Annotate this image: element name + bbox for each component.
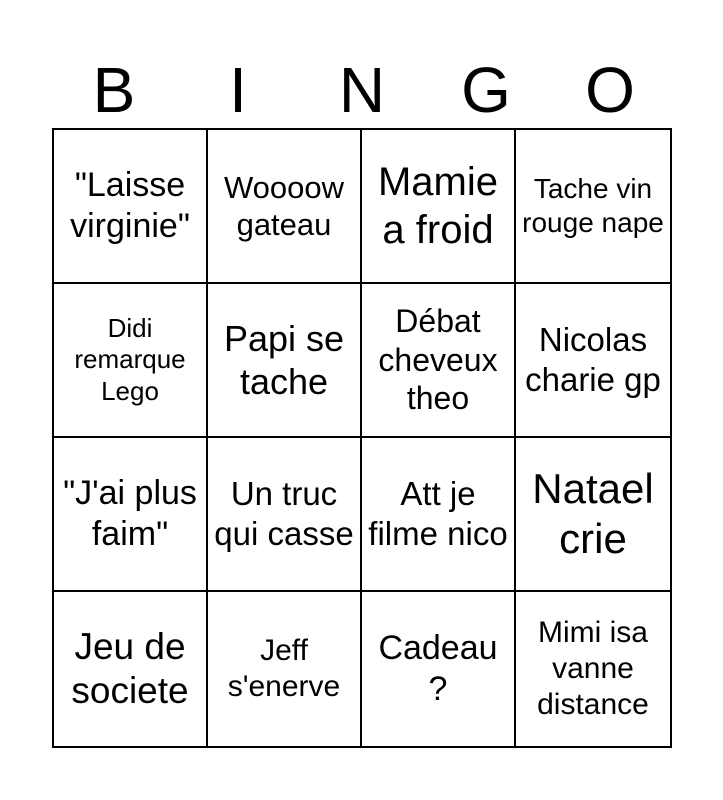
bingo-cell[interactable] — [208, 592, 362, 746]
bingo-cell-text: Jeu de societe — [71, 625, 189, 711]
bingo-cell-text: Papi se tache — [223, 317, 345, 402]
bingo-cell[interactable] — [208, 130, 362, 284]
bingo-cell[interactable] — [362, 130, 516, 284]
header-letter-i: I — [229, 54, 247, 126]
header-letter-b: B — [92, 54, 136, 126]
bingo-card — [52, 128, 672, 748]
bingo-cell-text: Jeff s'enerve — [227, 634, 341, 703]
bingo-cell[interactable] — [516, 438, 670, 592]
bingo-cell-text: Didi remarque Lego — [74, 313, 186, 406]
bingo-cell[interactable] — [362, 592, 516, 746]
bingo-cell[interactable] — [362, 284, 516, 438]
bingo-cell[interactable] — [516, 130, 670, 284]
header-letter-n: N — [338, 54, 386, 126]
bingo-cell[interactable] — [208, 284, 362, 438]
bingo-cell-text: Woooow gateau — [223, 169, 345, 242]
bingo-cell[interactable] — [208, 438, 362, 592]
bingo-cell-text: Mamie a froid — [377, 160, 499, 252]
bingo-cell-text: Natael crie — [532, 464, 654, 562]
bingo-cell-text: Cadeau ? — [378, 629, 498, 708]
bingo-cell[interactable] — [54, 284, 208, 438]
bingo-cell-text: Un truc qui casse — [214, 475, 354, 552]
bingo-cell[interactable] — [362, 438, 516, 592]
header-letter-g: G — [461, 54, 511, 126]
bingo-header — [52, 52, 672, 128]
bingo-cell[interactable] — [54, 130, 208, 284]
bingo-cell-text: "J'ai plus faim" — [63, 474, 197, 553]
bingo-cell[interactable] — [516, 284, 670, 438]
bingo-cell[interactable] — [516, 592, 670, 746]
bingo-cell-text: Tache vin rouge nape — [522, 173, 664, 238]
bingo-cell-text: Débat cheveux theo — [378, 303, 498, 417]
header-letter-o: O — [585, 54, 635, 126]
bingo-cell-text: Att je filme nico — [368, 475, 508, 552]
bingo-cell-text: "Laisse virginie" — [70, 166, 190, 245]
bingo-cell-text: Nicolas charie gp — [525, 321, 661, 398]
bingo-cell-text: Mimi isa vanne distance — [537, 616, 649, 721]
bingo-cell[interactable] — [54, 592, 208, 746]
bingo-cell[interactable] — [54, 438, 208, 592]
